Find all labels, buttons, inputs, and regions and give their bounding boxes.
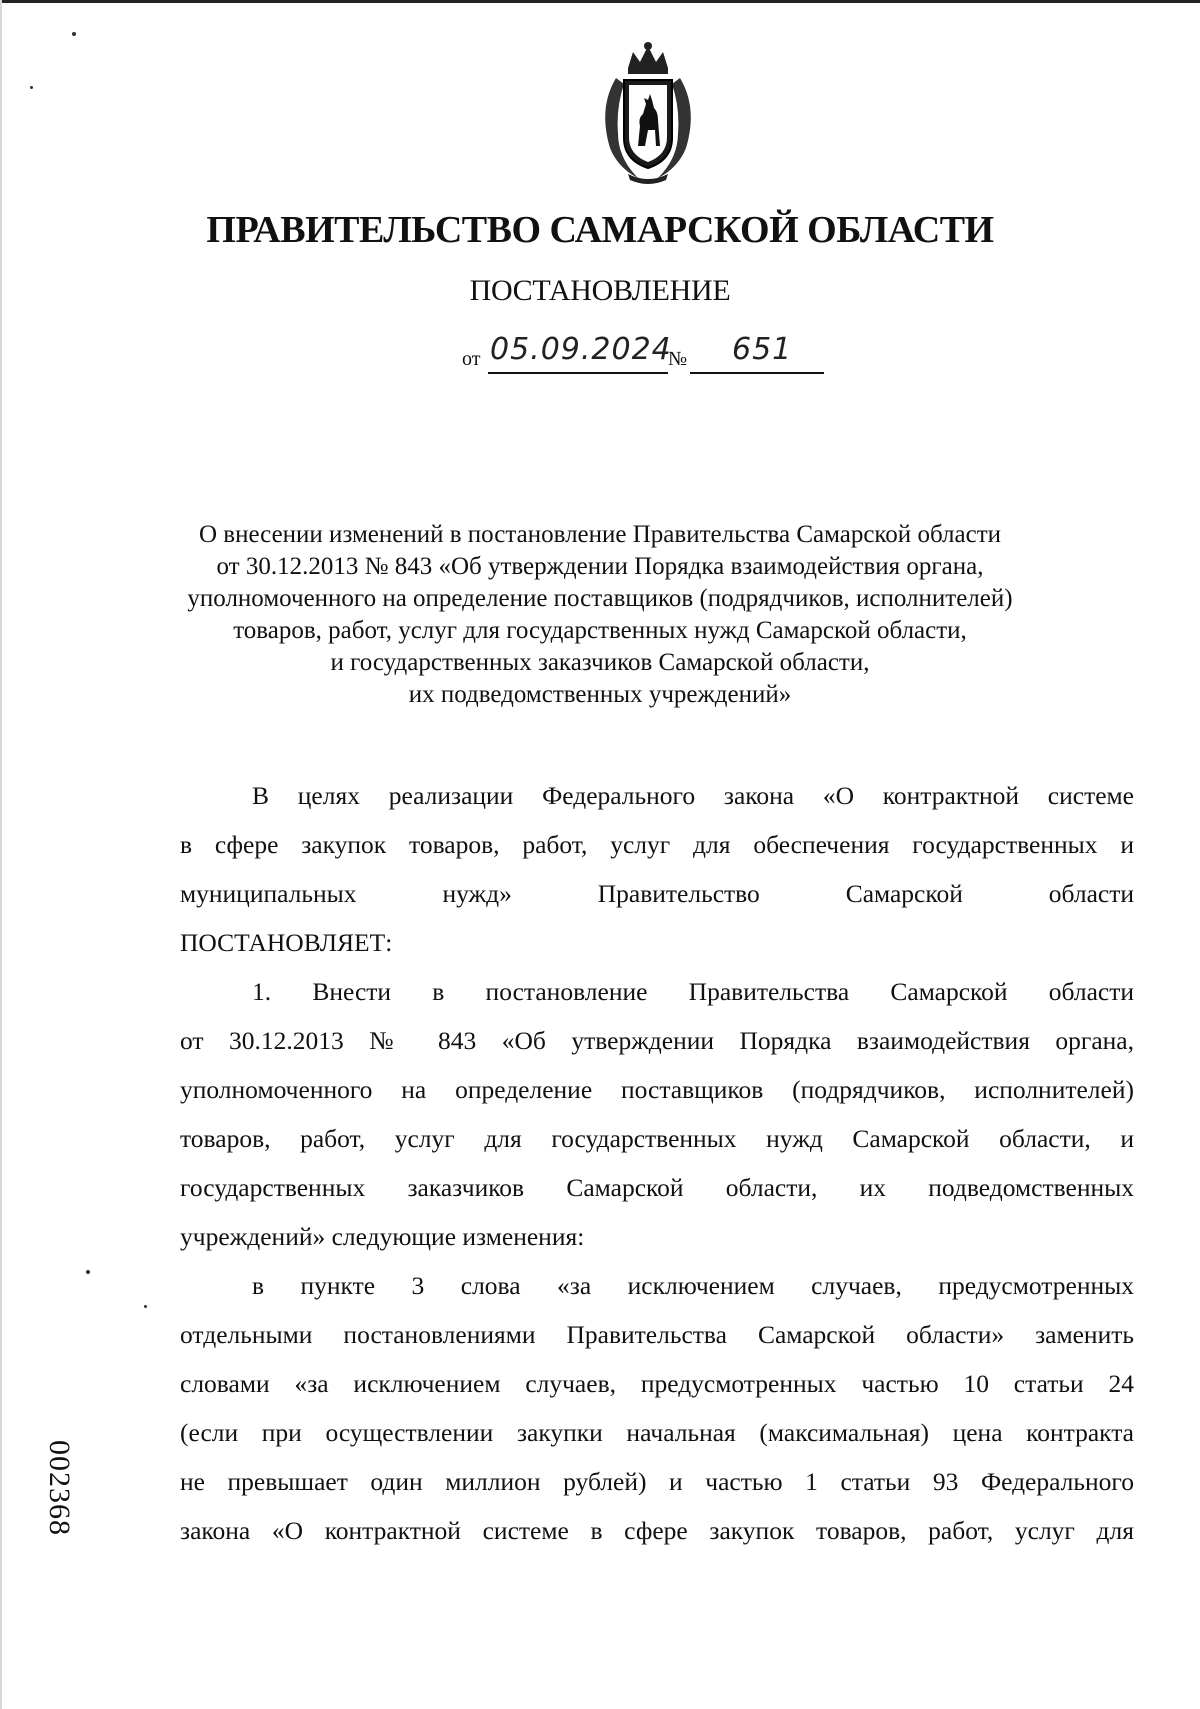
document-type: ПОСТАНОВЛЕНИЕ [469, 274, 731, 307]
number-underline [690, 372, 824, 374]
body-line: не превышает один миллион рублей) и частью 1 статьи 93 Федерального [180, 1467, 1134, 1496]
subject-line: О внесении изменений в постановление Правительства Самарской области [198, 521, 1002, 548]
document-number: 651 [732, 332, 793, 367]
number-prefix: № [668, 348, 688, 370]
body-line: в сфере закупок товаров, работ, услуг для обеспечения государственных и [180, 830, 1134, 859]
organization-title: ПРАВИТЕЛЬСТВО САМАРСКОЙ ОБЛАСТИ [206, 209, 994, 251]
body-line: (если при осуществлении закупки начальная (максимальная) цена контракта [180, 1418, 1134, 1447]
scan-speck [30, 86, 33, 89]
registration-number-vertical: 002368 [43, 1440, 76, 1536]
body-line: муниципальных нужд» Правительство Самарской области [180, 879, 1134, 908]
scan-speck [144, 1305, 147, 1308]
samara-coat-of-arms-icon [588, 38, 708, 188]
body-line: словами «за исключением случаев, предусмотренных частью 10 статьи 24 [180, 1369, 1134, 1398]
scan-speck [72, 32, 76, 36]
subject-line: и государственных заказчиков Самарской области, [330, 649, 870, 676]
body-line: 1. Внести в постановление Правительства Самарской области [252, 977, 1134, 1006]
document-subject [160, 519, 1040, 711]
scan-top-border [0, 0, 1200, 3]
subject-line: их подведомственных учреждений» [408, 681, 792, 708]
body-line: в пункте 3 слова «за исключением случаев, предусмотренных [252, 1271, 1134, 1300]
subject-line: уполномоченного на определение поставщиков (подрядчиков, исполнителей) [187, 585, 1013, 612]
body-line: от 30.12.2013 № 843 «Об утверждении Порядка взаимодействия органа, [180, 1026, 1134, 1055]
subject-line: товаров, работ, услуг для государственных нужд Самарской области, [233, 617, 967, 644]
body-line: отдельными постановлениями Правительства Самарской области» заменить [180, 1320, 1134, 1349]
body-line: ПОСТАНОВЛЯЕТ: [180, 928, 393, 957]
scan-speck [86, 1270, 90, 1274]
body-line: уполномоченного на определение поставщиков (подрядчиков, исполнителей) [180, 1075, 1134, 1104]
scan-left-border [0, 0, 2, 1709]
document-date: 05.09.2024 [490, 332, 672, 367]
date-number-line [462, 332, 862, 376]
date-underline [488, 372, 668, 374]
body-line: товаров, работ, услуг для государственных нужд Самарской области, и [180, 1124, 1134, 1153]
body-line: учреждений» следующие изменения: [180, 1222, 585, 1251]
body-line: закона «О контрактной системе в сфере закупок товаров, работ, услуг для [180, 1516, 1134, 1545]
body-line: государственных заказчиков Самарской области, их подведомственных [180, 1173, 1134, 1202]
body-line: В целях реализации Федерального закона «О контрактной системе [252, 781, 1134, 810]
subject-line: от 30.12.2013 № 843 «Об утверждении Порядка взаимодействия органа, [216, 553, 984, 580]
date-prefix: от [462, 348, 481, 370]
